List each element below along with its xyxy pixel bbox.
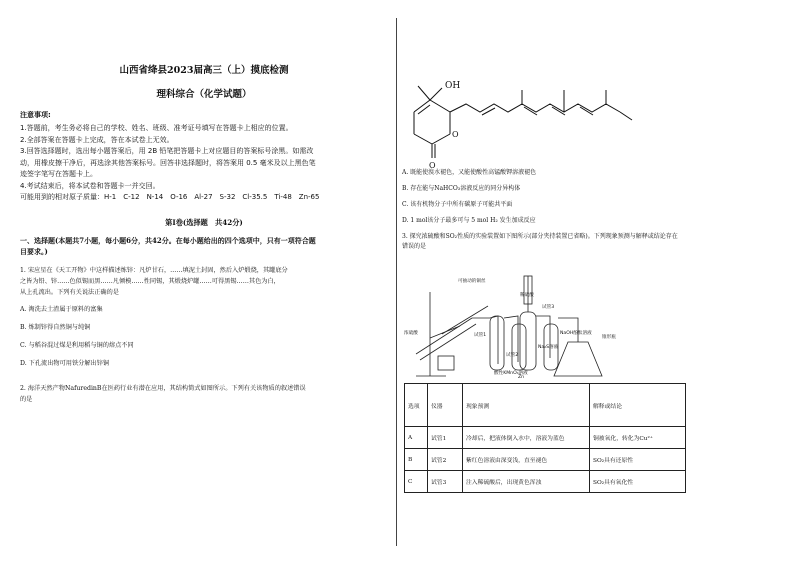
- dilute-acid-label: 稀硫酸: [520, 293, 534, 298]
- zn-label: Zn: [518, 375, 525, 380]
- question-2-option-b: B. 存在能与NaHCO₃溶液反应的同分异构体: [402, 185, 521, 192]
- copper-wire-label: 可抽动的铜丝: [458, 279, 486, 284]
- carbonyl-oxygen-label: O: [429, 161, 436, 170]
- na2s-label: Na₂S溶液: [538, 345, 559, 350]
- cell-option: A: [405, 427, 428, 449]
- table-row: [405, 471, 686, 493]
- tube3-label: 试管3: [542, 305, 555, 310]
- part-title: 第Ⅰ卷(选择题 共42分): [165, 217, 243, 227]
- tube1-label: 试管1: [474, 333, 487, 338]
- cell-option: C: [405, 471, 428, 493]
- column-divider: [396, 18, 397, 546]
- note-line: 动，用橡皮擦干净后，再选涂其他答案标号。回答非选择题时，将答案用 0.5 毫米及以上黑色笔: [20, 158, 316, 167]
- section-instructions: 一、选择题(本题共7小题，每小题6分，共42分。在每小题给出的四个选项中，只有一项符合题: [20, 235, 316, 245]
- question-1-text: 从上孔流出。下列有关说法正确的是: [20, 288, 119, 296]
- question-2-option-d: D. 1 mol该分子最多可与 5 mol H₂ 发生加成反应: [402, 217, 536, 224]
- cell-prediction: 冷却后，把液体倒入水中，溶液为蓝色: [463, 427, 590, 449]
- question-2-option-a: A. 既能使溴水褪色，又能使酸性高锰酸钾溶液褪色: [402, 169, 537, 176]
- table-row: [405, 449, 686, 471]
- cell-conclusion: 铜被氧化，转化为Cu²⁺: [590, 427, 686, 449]
- question-1-text: 之皆为铅、锌……色似锡而黑……凡倾模……性同锡，其煅烧炉罐……可得黑锡……其色为白，: [20, 277, 280, 285]
- question-3-text: 3. 探究浓硫酸和SO₂性质的实验装置如下图所示(部分夹持装置已省略)。下列现象预测与解释或结论存在: [402, 233, 678, 240]
- ring-oxygen-label: O: [452, 130, 459, 139]
- conc-acid-label: 浓硫酸: [404, 331, 418, 336]
- question-1-option-d: D. 下孔流出物可用铁分解出锌铜: [20, 359, 110, 367]
- note-line: 4.考试结束后，将本试卷和答题卡一并交回。: [20, 181, 160, 190]
- question-2-option-c: C. 该有机物分子中所有碳原子可能共平面: [402, 201, 513, 208]
- atomic-mass-line: 可能用到的相对原子质量：H-1 C-12 N-14 O-16 Al-27 S-32 Cl-35.5 Ti-48 Zn-65: [20, 193, 320, 201]
- exam-subtitle: 理科综合（化学试题）: [156, 89, 252, 100]
- results-table: [404, 383, 686, 493]
- flask-label: 锥形瓶: [602, 335, 616, 340]
- oh-label: OH: [445, 81, 461, 91]
- header-option: 选项: [405, 384, 428, 427]
- section-instructions: 目要求。): [20, 247, 48, 256]
- cell-instrument: 试管2: [428, 449, 463, 471]
- note-line: 1.答题前，考生务必将自己的学校、姓名、班级、准考证号填写在答题卡上相应的位置。: [20, 124, 293, 132]
- note-line: 迹签字笔写在答题卡上。: [20, 170, 97, 178]
- question-1-option-c: C. 与稻谷混过煤是利用稻与铜的熔点不同: [20, 341, 134, 349]
- cell-prediction: 紫红色溶液由深变浅，直至褪色: [463, 449, 590, 471]
- note-line: 3.回答选择题时，选出每小题答案后，用 2B 铅笔把答题卡上对应题目的答案标号涂黑。如需改: [20, 147, 314, 155]
- cell-conclusion: SO₂具有还原性: [590, 449, 686, 471]
- naoh-label: NaOH酚酞溶液: [560, 331, 592, 336]
- cell-instrument: 试管3: [428, 471, 463, 493]
- cell-instrument: 试管1: [428, 427, 463, 449]
- question-2-text: 2. 海洋天然产物NafuredinB在医药行业有潜在应用，其结构简式如图所示。下列有关该物质的叙述错误: [20, 384, 306, 392]
- table-row: [405, 427, 686, 449]
- tube2-label: 试管2: [506, 353, 519, 358]
- question-2-text: 的是: [20, 395, 33, 403]
- question-1-text: 1. 宋应星在《天工开物》中这样描述炼锌：凡炉甘石，……填泥土封固，然后入炉煅烧，其罐底分: [20, 266, 288, 274]
- cell-conclusion: SO₂具有氧化性: [590, 471, 686, 493]
- question-1-option-a: A. 淘洗去土渣属于原料的富集: [20, 305, 103, 313]
- kmno4-label: 酸性KMnO₄溶液: [494, 371, 528, 376]
- note-line: 2.全部答案在答题卡上完成，答在本试卷上无效。: [20, 135, 174, 144]
- header-conclusion: 解释或结论: [590, 384, 686, 427]
- right-column: [402, 168, 782, 256]
- cell-prediction: 注入稀硫酸后，出现黄色浑浊: [463, 471, 590, 493]
- left-column: [20, 62, 388, 411]
- header-instrument: 仪器: [428, 384, 463, 427]
- cell-option: B: [405, 449, 428, 471]
- notes-heading: 注意事项:: [20, 111, 51, 119]
- apparatus-diagram: [402, 272, 782, 382]
- question-1-option-b: B. 炼制锌得自然铜与纯铜: [20, 323, 91, 331]
- table-header-row: [405, 384, 686, 427]
- exam-title: 山西省绛县2023届高三（上）摸底检测: [119, 65, 289, 76]
- header-prediction: 现象预测: [463, 384, 590, 427]
- question-3-text: 错误的是: [402, 243, 427, 250]
